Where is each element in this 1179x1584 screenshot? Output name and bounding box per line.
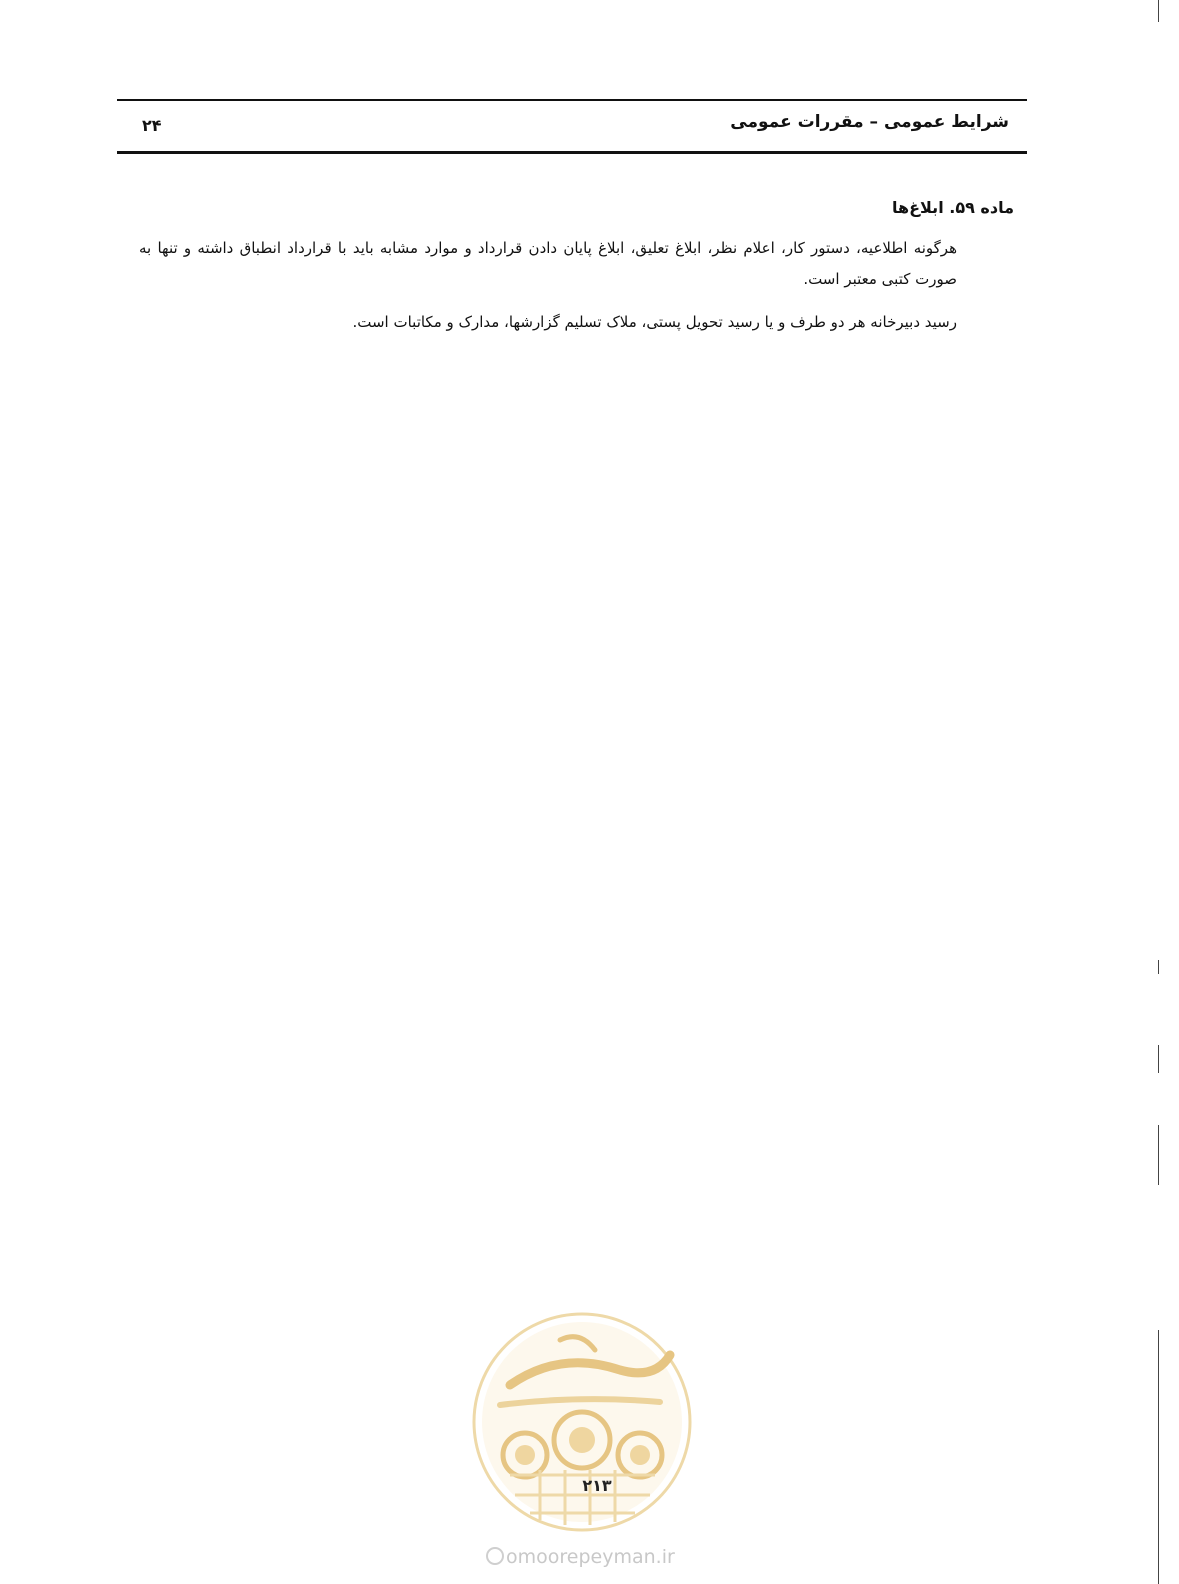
globe-icon	[486, 1547, 504, 1565]
watermark-url	[486, 1546, 706, 1568]
article-paragraph: هرگونه اطلاعیه، دستور کار، اعلام نظر، ابلاغ تعلیق، ابلاغ پایان دادن قرارداد و موارد مشابه باید با قرارداد انطباق داشته و تنها به صورت کتبی معتبر است.	[139, 239, 957, 288]
scan-edge-mark	[1158, 1330, 1159, 1584]
scan-edge-mark	[1158, 1045, 1159, 1073]
page-number: ۲۴	[142, 116, 162, 135]
header-top-rule	[117, 99, 1027, 101]
article-heading: ماده ۵۹. ابلاغ‌ها	[892, 198, 1014, 217]
running-header-title: شرایط عمومی – مقررات عمومی	[730, 112, 1009, 132]
watermark-seal-graphic	[470, 1310, 695, 1535]
watermark-seal	[470, 1310, 695, 1535]
scan-edge-mark	[1158, 960, 1159, 974]
watermark-url-text: omoorepeyman.ir	[506, 1546, 675, 1568]
scan-edge-mark	[1158, 0, 1159, 22]
article-paragraph: رسید دبیرخانه هر دو طرف و یا رسید تحویل پستی، ملاک تسلیم گزارشها، مدارک و مکاتبات است.	[352, 313, 957, 331]
watermark-seal-number: ۲۱۳	[582, 1476, 612, 1495]
header-bottom-rule	[117, 151, 1027, 154]
scan-edge-mark	[1158, 1125, 1159, 1185]
